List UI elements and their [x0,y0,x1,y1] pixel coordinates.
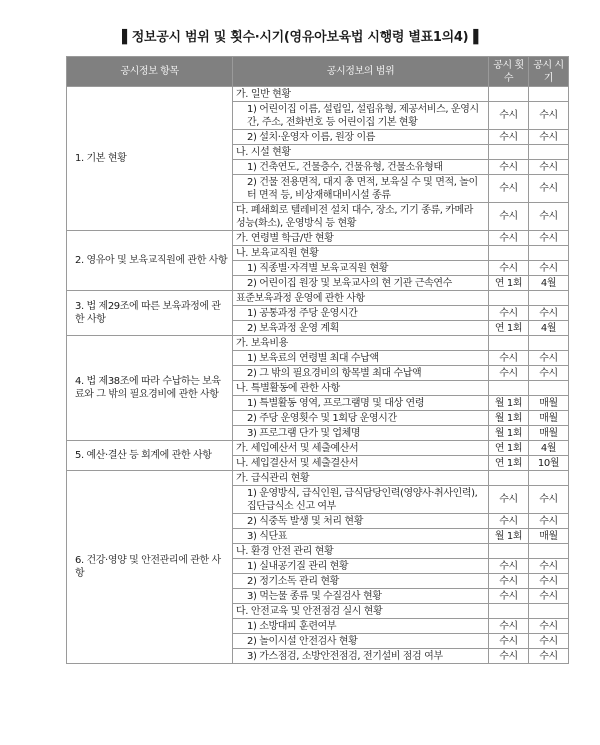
count-cell: 연 1회 [489,276,529,291]
time-cell: 수시 [529,102,569,130]
scope-cell: 1) 실내공기질 관리 현황 [233,559,489,574]
header-item: 공시정보 항목 [67,57,233,87]
count-cell: 수시 [489,619,529,634]
header-time: 공시 시기 [529,57,569,87]
category-cell: 4. 법 제38조에 따라 수납하는 보육료와 그 밖의 필요경비에 관한 사항 [67,336,233,441]
count-cell [489,381,529,396]
count-cell: 수시 [489,261,529,276]
scope-cell: 나. 특별활동에 관한 사항 [233,381,489,396]
time-cell: 수시 [529,351,569,366]
time-cell [529,604,569,619]
table-row [67,231,569,246]
count-cell: 수시 [489,514,529,529]
count-cell: 수시 [489,130,529,145]
scope-cell: 1) 특별활동 영역, 프로그램명 및 대상 연령 [233,396,489,411]
category-cell: 1. 기본 현황 [67,87,233,231]
scope-cell: 2) 식중독 발생 및 처리 현황 [233,514,489,529]
scope-cell: 나. 보육교직원 현황 [233,246,489,261]
time-cell: 수시 [529,231,569,246]
scope-cell: 2) 그 밖의 필요경비의 항목별 최대 수납액 [233,366,489,381]
time-cell: 수시 [529,160,569,175]
time-cell: 4월 [529,441,569,456]
count-cell: 월 1회 [489,426,529,441]
time-cell: 4월 [529,321,569,336]
time-cell: 수시 [529,175,569,203]
header-count: 공시 횟수 [489,57,529,87]
scope-cell: 1) 건축연도, 건물층수, 건물유형, 건물소유형태 [233,160,489,175]
scope-cell: 1) 직종별·자격별 보육교직원 현황 [233,261,489,276]
scope-cell: 2) 정기소독 관리 현황 [233,574,489,589]
time-cell: 수시 [529,130,569,145]
time-cell [529,87,569,102]
time-cell: 매월 [529,529,569,544]
count-cell: 수시 [489,634,529,649]
scope-cell: 3) 가스점검, 소방안전점검, 전기설비 점검 여부 [233,649,489,664]
table-row [67,87,569,102]
count-cell: 수시 [489,559,529,574]
scope-cell: 나. 환경 안전 관리 현황 [233,544,489,559]
scope-cell: 나. 세입결산서 및 세출결산서 [233,456,489,471]
scope-cell: 1) 운영방식, 급식인원, 급식담당인력(영양사·취사인력), 집단급식소 신고 여부 [233,486,489,514]
scope-cell: 2) 어린이집 원장 및 보육교사의 현 기관 근속연수 [233,276,489,291]
count-cell [489,471,529,486]
count-cell: 수시 [489,160,529,175]
scope-cell: 3) 식단표 [233,529,489,544]
time-cell [529,291,569,306]
scope-cell: 1) 공통과정 주당 운영시간 [233,306,489,321]
time-cell: 매월 [529,396,569,411]
category-cell: 2. 영유아 및 보육교직원에 관한 사항 [67,231,233,291]
scope-cell: 가. 세입예산서 및 세출예산서 [233,441,489,456]
time-cell: 수시 [529,486,569,514]
time-cell [529,544,569,559]
scope-cell: 1) 보육료의 연령별 최대 수납액 [233,351,489,366]
count-cell: 월 1회 [489,529,529,544]
count-cell [489,246,529,261]
count-cell: 수시 [489,306,529,321]
count-cell: 연 1회 [489,441,529,456]
scope-cell: 가. 연령별 학급/반 현황 [233,231,489,246]
time-cell: 수시 [529,619,569,634]
time-cell: 매월 [529,426,569,441]
time-cell: 매월 [529,411,569,426]
count-cell [489,87,529,102]
scope-cell: 2) 설치·운영자 이름, 원장 이름 [233,130,489,145]
count-cell: 수시 [489,203,529,231]
scope-cell: 2) 건물 전용면적, 대지 총 면적, 보육실 수 및 면적, 놀이터 면적 등, 비상재해대비시설 종류 [233,175,489,203]
time-cell [529,145,569,160]
count-cell [489,336,529,351]
scope-cell: 1) 어린이집 이름, 설립일, 설립유형, 제공서비스, 운영시간, 주소, 전화번호 등 어린이집 기본 현황 [233,102,489,130]
page-title: ▌정보공시 범위 및 횟수·시기(영유아보육법 시행령 별표1의4)▐ [122,30,478,45]
count-cell: 수시 [489,102,529,130]
scope-cell: 나. 시설 현황 [233,145,489,160]
count-cell: 수시 [489,231,529,246]
time-cell [529,246,569,261]
scope-cell: 2) 놀이시설 안전검사 현황 [233,634,489,649]
time-cell [529,471,569,486]
time-cell: 4월 [529,276,569,291]
category-cell: 3. 법 제29조에 따른 보육과정에 관한 사항 [67,291,233,336]
count-cell [489,604,529,619]
scope-cell: 가. 급식관리 현황 [233,471,489,486]
count-cell: 연 1회 [489,456,529,471]
time-cell: 수시 [529,589,569,604]
time-cell: 수시 [529,559,569,574]
count-cell: 연 1회 [489,321,529,336]
time-cell: 수시 [529,261,569,276]
scope-cell: 1) 소방대피 훈련여부 [233,619,489,634]
table-row [67,336,569,351]
count-cell: 월 1회 [489,396,529,411]
scope-cell: 3) 먹는물 종류 및 수질검사 현황 [233,589,489,604]
time-cell: 수시 [529,366,569,381]
category-cell: 6. 건강·영양 및 안전관리에 관한 사항 [67,471,233,664]
scope-cell: 3) 프로그램 단가 및 업체명 [233,426,489,441]
time-cell: 수시 [529,649,569,664]
table-row [67,441,569,456]
count-cell [489,544,529,559]
count-cell: 월 1회 [489,411,529,426]
count-cell: 수시 [489,351,529,366]
time-cell: 수시 [529,574,569,589]
time-cell: 수시 [529,203,569,231]
count-cell: 수시 [489,175,529,203]
count-cell: 수시 [489,589,529,604]
scope-cell: 가. 일반 현황 [233,87,489,102]
count-cell: 수시 [489,486,529,514]
count-cell: 수시 [489,574,529,589]
scope-cell: 2) 주당 운영횟수 및 1회당 운영시간 [233,411,489,426]
time-cell: 10월 [529,456,569,471]
scope-cell: 가. 보육비용 [233,336,489,351]
scope-cell: 표준보육과정 운영에 관한 사항 [233,291,489,306]
disclosure-table [66,56,569,664]
time-cell [529,336,569,351]
count-cell [489,145,529,160]
table-row [67,471,569,486]
scope-cell: 다. 안전교육 및 안전점검 실시 현황 [233,604,489,619]
count-cell: 수시 [489,649,529,664]
table-row [67,291,569,306]
scope-cell: 2) 보육과정 운영 계획 [233,321,489,336]
category-cell: 5. 예산·결산 등 회계에 관한 사항 [67,441,233,471]
count-cell: 수시 [489,366,529,381]
scope-cell: 다. 폐쇄회로 텔레비전 설치 대수, 장소, 기기 종류, 카메라 성능(화소), 운영방식 등 현황 [233,203,489,231]
time-cell: 수시 [529,306,569,321]
time-cell: 수시 [529,514,569,529]
time-cell [529,381,569,396]
header-scope: 공시정보의 범위 [233,57,489,87]
time-cell: 수시 [529,634,569,649]
count-cell [489,291,529,306]
